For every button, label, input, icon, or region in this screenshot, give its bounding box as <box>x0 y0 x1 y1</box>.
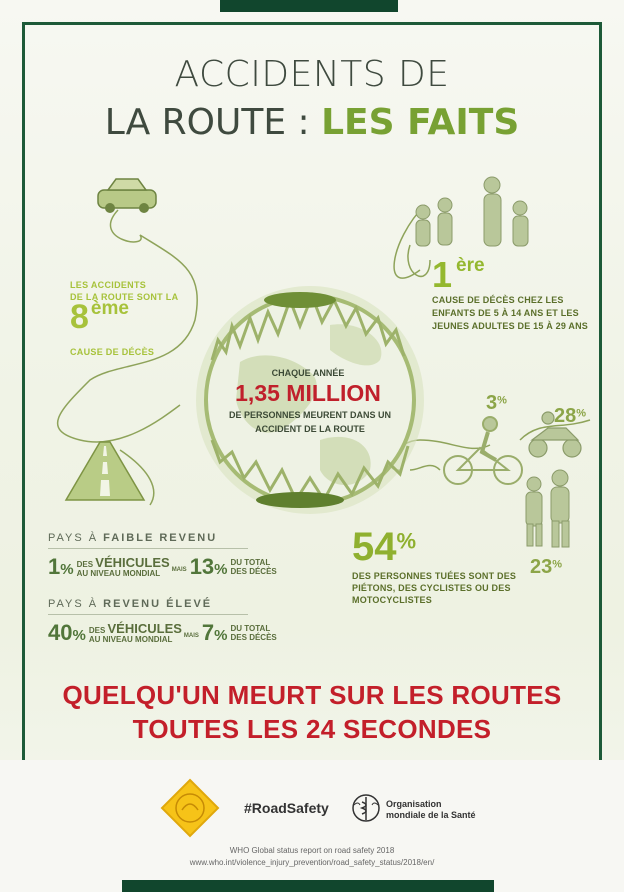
alert-line2: TOUTES LES 24 SECONDES <box>132 714 492 744</box>
low-income-divider <box>48 548 248 549</box>
low-income-title <box>48 532 217 544</box>
des-word: DES <box>88 626 106 635</box>
des-deces: DES DÉCÈS <box>230 633 277 642</box>
au-niveau-mondial: AU NIVEAU MONDIAL <box>88 635 173 644</box>
high-income-title-plain: PAYS À <box>48 598 104 610</box>
vulnerable-users-value: 54 <box>352 525 397 569</box>
percent-sign: % <box>214 561 228 578</box>
des-word: DES <box>76 560 94 569</box>
low-income-vehicles-value: 1 <box>48 554 61 579</box>
car-icon <box>98 179 156 213</box>
au-niveau-mondial: AU NIVEAU MONDIAL <box>76 569 161 578</box>
vulnerable-users-percentage <box>352 525 416 570</box>
low-income-deaths-value: 13 <box>189 554 215 579</box>
high-income-title <box>48 598 212 610</box>
des-deces: DES DÉCÈS <box>230 567 277 576</box>
low-income-stats <box>48 554 277 580</box>
globe-caption-bottom <box>222 408 398 436</box>
right-fact-rank-suffix: ère <box>456 255 485 276</box>
road-safety-badge-icon <box>160 778 220 838</box>
motorcyclists-value: 28 <box>554 405 577 427</box>
source-citation: WHO Global status report on road safety 2018 <box>229 846 395 855</box>
high-income-vehicles <box>48 620 86 646</box>
vehicles-label-top <box>89 622 182 635</box>
cyclist-icon <box>444 417 522 484</box>
low-income-vehicles <box>48 554 74 580</box>
right-fact-description <box>432 294 588 333</box>
high-income-vehicles-value: 40 <box>48 620 73 645</box>
high-income-deaths-label <box>231 624 277 642</box>
mais-word: MAIS <box>183 633 199 639</box>
high-income-deaths-value: 7 <box>201 620 215 645</box>
right-fact-rank-number: 1 <box>432 254 453 295</box>
low-income-title-plain: PAYS À <box>48 532 104 544</box>
mais-word: MAIS <box>171 567 187 573</box>
du-total: DU TOTAL <box>230 558 271 567</box>
page-title-highlight: LES FAITS <box>321 102 520 143</box>
globe-caption-line-a: DE PERSONNES MEURENT DANS UN <box>228 410 392 420</box>
motorcyclists-percentage <box>554 405 586 428</box>
left-fact-intro-line1: LES ACCIDENTS <box>70 280 147 290</box>
right-fact-rank <box>432 254 485 296</box>
high-income-title-bold: REVENU ÉLEVÉ <box>103 598 213 610</box>
low-income-deaths-label <box>231 558 277 576</box>
road-icon <box>66 442 144 500</box>
left-fact-intro-line2: DE LA ROUTE SONT LA <box>70 292 179 302</box>
percent-sign: % <box>576 407 587 420</box>
pedestrians-value: 23 <box>530 556 553 578</box>
alert-line1: QUELQU'UN MEURT SUR LES ROUTES <box>62 680 562 710</box>
low-income-vehicles-label <box>77 556 170 578</box>
high-income-vehicles-label <box>89 622 182 644</box>
vulnerable-users-desc-line3: MOTOCYCLISTES <box>352 595 432 605</box>
left-fact-rank-number: 8 <box>70 298 89 336</box>
who-name-line1: Organisation <box>386 799 442 809</box>
cyclists-percentage <box>486 392 507 415</box>
percent-sign: % <box>60 561 74 578</box>
high-income-divider <box>48 614 248 615</box>
du-total: DU TOTAL <box>230 624 271 633</box>
hashtag-link[interactable]: #RoadSafety <box>244 800 329 816</box>
left-fact-rank <box>70 298 129 337</box>
vulnerable-users-desc-line1: DES PERSONNES TUÉES SONT DES <box>352 571 517 581</box>
left-fact-cause: CAUSE DE DÉCÈS <box>70 347 155 357</box>
percent-sign: % <box>552 558 563 571</box>
vehicles-label-top <box>77 556 170 569</box>
pedestrians-percentage <box>530 556 562 579</box>
who-name-line2: mondiale de la Santé <box>386 810 476 820</box>
left-fact-rank-suffix: ème <box>90 298 129 319</box>
who-organisation-name <box>386 799 476 821</box>
footer-band <box>0 760 624 892</box>
percent-sign: % <box>396 528 417 554</box>
right-fact-desc-line2: ENFANTS DE 5 À 14 ANS ET LES <box>432 308 579 318</box>
globe-headline: 1,35 MILLION <box>235 380 381 406</box>
right-fact-desc-line3: JEUNES ADULTES DE 15 À 29 ANS <box>432 321 589 331</box>
low-income-deaths <box>190 554 228 580</box>
vehicules-word: VÉHICULES <box>95 555 170 570</box>
low-income-title-bold: FAIBLE REVENU <box>103 532 218 544</box>
percent-sign: % <box>497 394 507 407</box>
page-title-plain: LA ROUTE : <box>104 102 322 143</box>
vulnerable-users-description <box>352 570 516 606</box>
globe-caption-top: CHAQUE ANNÉE <box>271 368 345 378</box>
high-income-stats <box>48 620 277 646</box>
vulnerable-users-desc-line2: PIÉTONS, DES CYCLISTES OU DES <box>352 583 511 593</box>
right-fact-desc-line1: CAUSE DE DÉCÈS CHEZ LES <box>432 295 564 305</box>
page-title-line1: ACCIDENTS DE <box>174 54 450 95</box>
pedestrians-icon <box>526 470 569 547</box>
vehicules-word: VÉHICULES <box>107 621 182 636</box>
family-icon <box>416 177 528 246</box>
source-url-link[interactable]: www.who.int/violence_injury_prevention/road_safety_status/2018/en/ <box>189 858 435 867</box>
bottom-accent-bar <box>122 880 494 892</box>
percent-sign: % <box>72 627 86 644</box>
high-income-deaths <box>202 620 228 646</box>
who-emblem-icon <box>350 793 382 823</box>
globe-caption-line-b: ACCIDENT DE LA ROUTE <box>255 424 365 434</box>
cyclists-value: 3 <box>486 392 498 414</box>
page-title-line2 <box>0 102 624 143</box>
percent-sign: % <box>214 627 228 644</box>
